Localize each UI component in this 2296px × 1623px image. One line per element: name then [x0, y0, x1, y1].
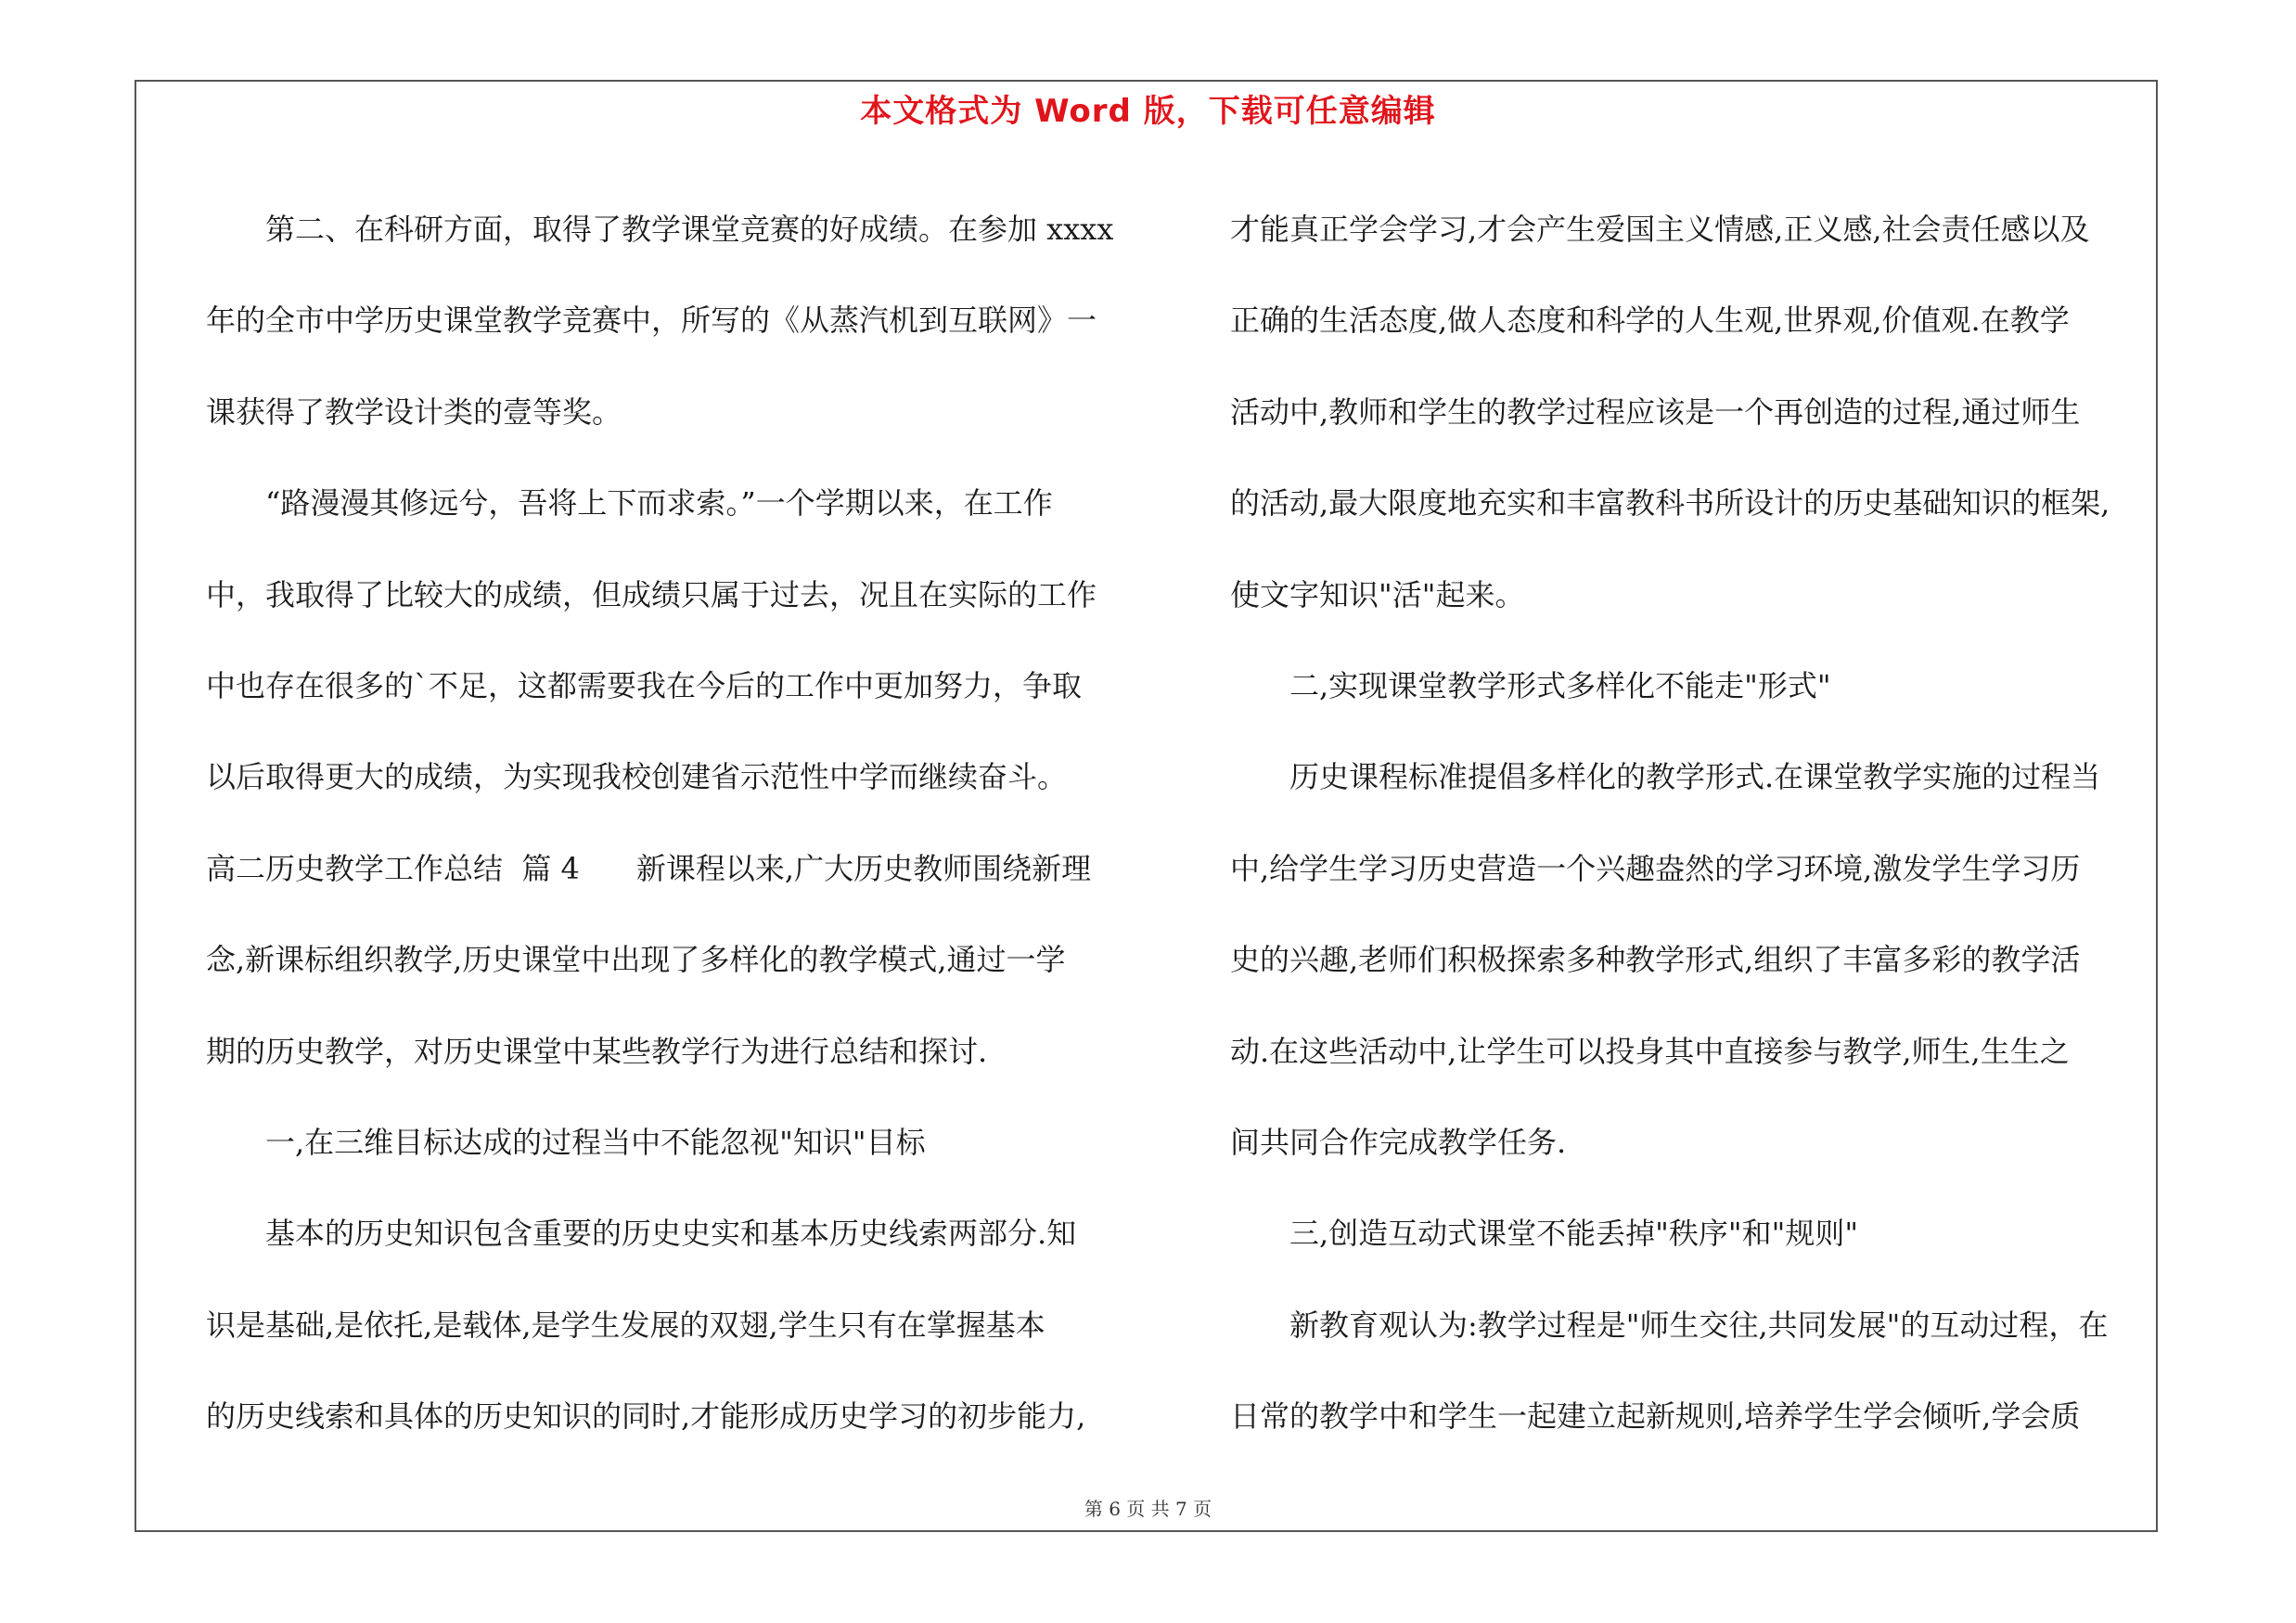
text-line: 念,新课标组织教学,历史课堂中出现了多样化的教学模式,通过一学 — [206, 942, 1066, 978]
text-line: 日常的教学中和学生一起建立起新规则,培养学生学会倾听,学会质 — [1230, 1398, 2081, 1435]
text-line: 间共同合作完成教学任务. — [1230, 1125, 1567, 1161]
text-line: 基本的历史知识包含重要的历史史实和基本历史线索两部分.知 — [265, 1216, 1077, 1252]
format-banner: 本文格式为 Word 版，下载可任意编辑 — [860, 93, 1436, 130]
text-line: 使文字知识"活"起来。 — [1230, 576, 1525, 612]
text-line: “路漫漫其修远兮，吾将上下而求索。”一个学期以来，在工作 — [265, 485, 1053, 522]
text-line: 史的兴趣,老师们积极探索多种教学形式,组织了丰富多彩的教学活 — [1230, 942, 2081, 978]
text-line: 中，我取得了比较大的成绩，但成绩只属于过去，况且在实际的工作 — [206, 576, 1097, 612]
text-line: 历史课程标准提倡多样化的教学形式.在课堂教学实施的过程当 — [1289, 759, 2101, 795]
section-heading-line: 高二历史教学工作总结 篇 4 新课程以来,广大历史教师围绕新理 — [206, 850, 1092, 886]
subheading-line: 一,在三维目标达成的过程当中不能忽视"知识"目标 — [265, 1125, 926, 1161]
subheading-line: 三,创造互动式课堂不能丢掉"秩序"和"规则" — [1289, 1216, 1859, 1252]
text-line: 才能真正学会学习,才会产生爱国主义情感,正义感,社会责任感以及 — [1230, 212, 2090, 247]
text-line: 中,给学生学习历史营造一个兴趣盎然的学习环境,激发学生学习历 — [1230, 850, 2081, 886]
text-line: 正确的生活态度,做人态度和科学的人生观,世界观,价值观.在教学 — [1230, 303, 2070, 339]
text-line: 识是基础,是依托,是载体,是学生发展的双翅,学生只有在掌握基本 — [206, 1307, 1045, 1343]
text-line: 第二、在科研方面，取得了教学课堂竞赛的好成绩。在参加 xxxx — [265, 212, 1114, 247]
text-line: 期的历史教学，对历史课堂中某些教学行为进行总结和探讨. — [206, 1033, 988, 1069]
text-line: 新教育观认为:教学过程是"师生交往,共同发展"的互动过程，在 — [1289, 1307, 2109, 1343]
text-line: 活动中,教师和学生的教学过程应该是一个再创造的过程,通过师生 — [1230, 393, 2081, 430]
text-line: 的历史线索和具体的历史知识的同时,才能形成历史学习的初步能力, — [206, 1398, 1086, 1435]
text-line: 中也存在很多的`不足，这都需要我在今后的工作中更加努力，争取 — [206, 668, 1083, 704]
text-line: 以后取得更大的成绩，为实现我校创建省示范性中学而继续奋斗。 — [206, 759, 1068, 795]
text-line: 动.在这些活动中,让学生可以投身其中直接参与教学,师生,生生之 — [1230, 1033, 2070, 1069]
right-column — [1230, 184, 2153, 1462]
left-column — [206, 184, 1124, 1462]
text-line: 的活动,最大限度地充实和丰富教科书所设计的历史基础知识的框架, — [1230, 485, 2110, 522]
text-line: 年的全市中学历史课堂教学竞赛中，所写的《从蒸汽机到互联网》一 — [206, 303, 1097, 339]
subheading-line: 二,实现课堂教学形式多样化不能走"形式" — [1289, 668, 1831, 704]
page-number: 第 6 页 共 7 页 — [1084, 1498, 1212, 1520]
text-line: 课获得了教学设计类的壹等奖。 — [206, 393, 622, 430]
